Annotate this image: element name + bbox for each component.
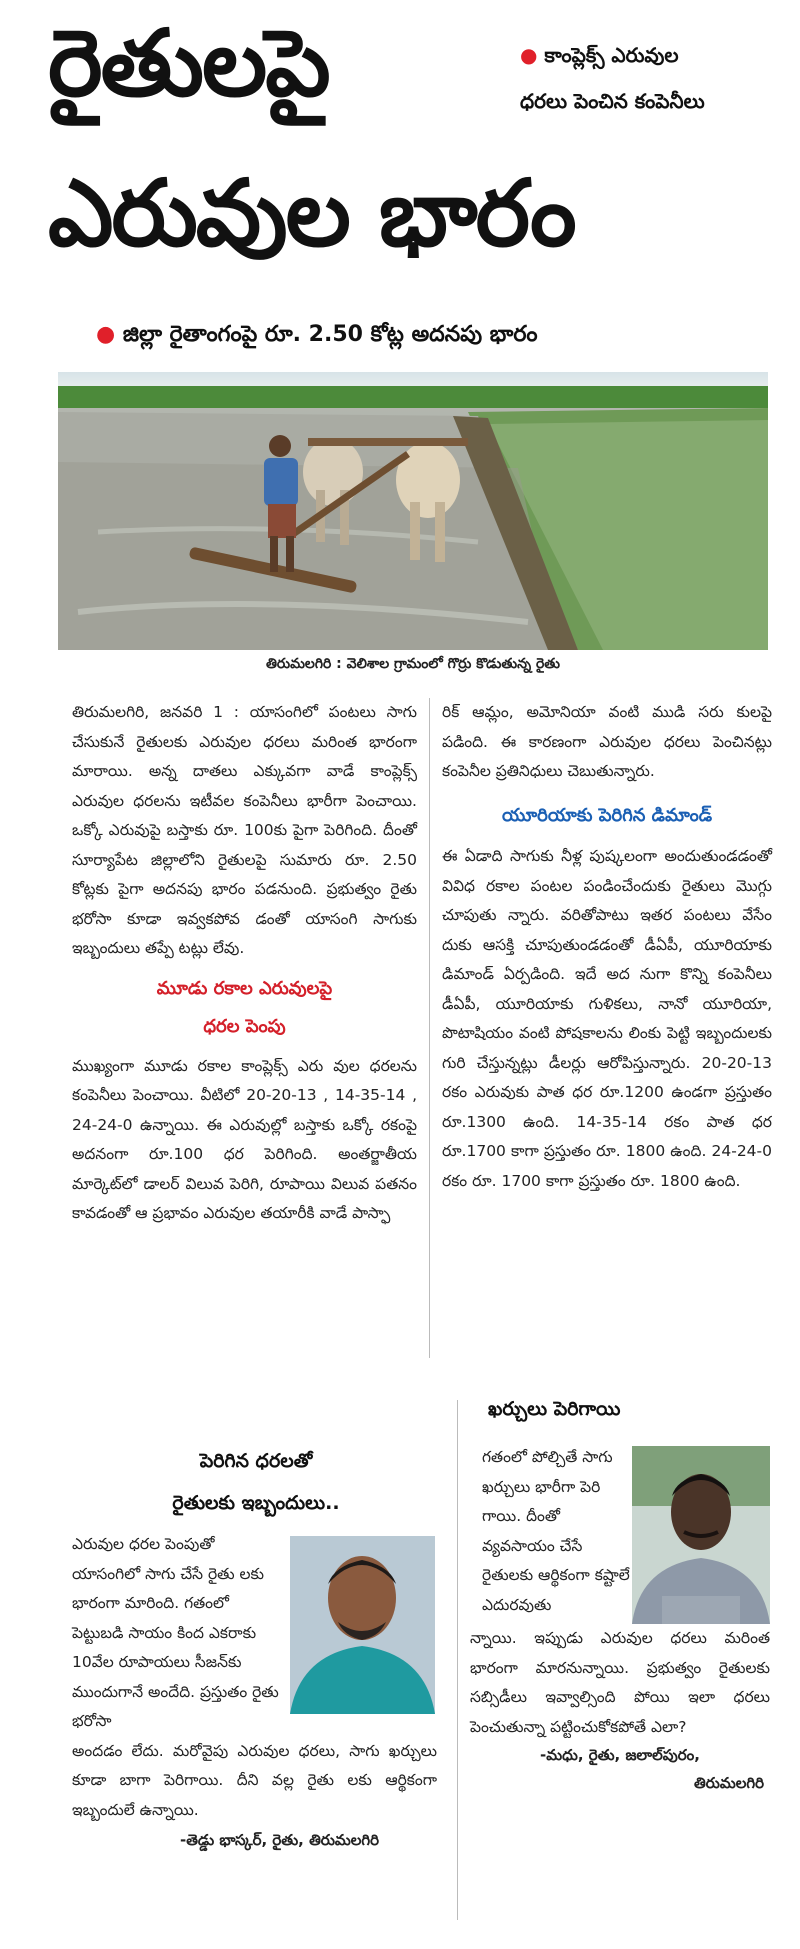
deck (520, 40, 790, 116)
photo-caption: తిరుమలగిరి : వెలిశాల గ్రామంలో గొర్రు కొడుతున్న రైతు (265, 656, 560, 672)
quote-box-right (470, 1398, 772, 1796)
quote-box-left (72, 1440, 440, 1853)
article-paragraph: ఈ ఏడాది సాగుకు నీళ్ల పుష్కలంగా అందుతుండడంతో వివిధ రకాల పంటల పండించేందుకు రైతులు మొగ్గు చూపుతు న్నారు. వరితోపాటు ఇతర పంటలు వేసేం దుకు ఆసక్తి చూపుతుండడంతో డీఏపీ, యూరియాకు డిమాండ్ ఏర్పడింది. ఇదే అద నుగా కొన్ని కంపెనీలు డీఏపీ, యూరియాకు గుళికలు, నానో యూరియా, పొటాషియం వంటి పోషకాలను లింకు పెట్టి ఇబ్బందులకు గురి చేస్తున్నట్లు డీలర్లు ఆరోపిస్తున్నారు. 20-20-13 రకం ఎరువుకు పాత ధర రూ.1200 ఉండగా ప్రస్తుతం రూ.1300 ఉంది. 14-35-14 రకం పాత ధర రూ.1700 కాగా ప్రస్తుతం రూ. 1800 ఉంది. 24-24-0 రకం రూ. 1700 కాగా ప్రస్తుతం రూ. 1800 ఉంది. (442, 847, 772, 1190)
headline-line-2: ఎరువుల భారం (48, 160, 575, 267)
quote-signature: -మధు, రైతు, జలాల్‌పురం, (540, 1746, 700, 1764)
subhead-urea-demand: యూరియాకు పెరిగిన డిమాండ్ (501, 804, 713, 826)
quote-divider (457, 1400, 458, 1920)
ploughing-photo-illustration (58, 372, 768, 650)
article-column-right (442, 698, 772, 1196)
quote-heading: రైతులకు ఇబ్బందులు.. (172, 1492, 340, 1514)
article-paragraph: ముఖ్యంగా మూడు రకాల కాంప్లెక్స్ ఎరు వుల ధరలను కంపెనీలు పెంచాయి. వీటిలో 20-20-13 , 14-35-14 , 24-24-0 ఉన్నాయి. ఈ ఎరువుల్లో బస్తాకు ఒక్కో రకంపై అదనంగా రూ.100 ధర పెరిగింది. అంతర్జాతీయ మార్కెట్‌లో డాలర్ విలువ పెరిగి, రూపాయి విలువ పతనం కావడంతో ఆ ప్రభావం ఎరువుల తయారీకి వాడే పాస్ఫా (72, 1056, 417, 1222)
farmer-portrait-madhu (632, 1446, 770, 1624)
person-portrait-icon (290, 1536, 435, 1714)
bullet-dot-icon: ● (96, 322, 123, 347)
quote-text: న్నాయి. ఇప్పుడు ఎరువుల ధరలు మరింత భారంగా మారనున్నాయి. ప్రభుత్వం రైతులకు సబ్సిడీలు ఇవ్వాల్సింది పోయి ఇలా ధరలు పెంచుతున్నా పట్టించుకోకపోతే ఎలా? (470, 1629, 770, 1736)
subhead-line: ధరల పెంపు (203, 1015, 286, 1037)
quote-signature: -తెడ్డు భాస్కర్, రైతు, తిరుమలగిరి (180, 1831, 380, 1849)
bullet-dot-icon: ● (520, 43, 545, 67)
article-column-left (72, 698, 417, 1229)
deck-line-2: ధరలు పెంచిన కంపెనీలు (520, 89, 705, 113)
article-paragraph: రిక్ ఆమ్లం, అమోనియా వంటి ముడి సరు కులపై పడింది. ఈ కారణంగా ఎరువుల ధరలు పెంచినట్లు కంపెనీల ప్రతినిధులు చెబుతున్నారు. (442, 703, 772, 780)
quote-heading: ఖర్చులు పెరిగాయి (488, 1398, 621, 1420)
lead-photo (58, 372, 768, 650)
subdeck-text: జిల్లా రైతాంగంపై రూ. 2.50 కోట్ల అదనపు భారం (122, 322, 538, 347)
subdeck (96, 322, 538, 352)
quote-text: ఎరువుల ధరల పెంపుతో యాసంగిలో సాగు చేసే రైతు లకు భారంగా మారింది. గతంలో పెట్టుబడి సాయం కింద ఎకరాకు 10వేల రూపాయలు సీజన్‌కు ముందుగానే అందేది. ప్రస్తుతం రైతు భరోసా (72, 1535, 279, 1730)
quote-heading: పెరిగిన ధరలతో (199, 1450, 313, 1472)
subhead-price-hike (72, 970, 417, 1046)
headline-line-1: రైతులపై (48, 10, 329, 117)
deck-line-1: కాంప్లెక్స్ ఎరువుల (544, 43, 679, 67)
subhead-line: మూడు రకాల ఎరువులపై (156, 977, 333, 999)
quote-signature: తిరుమలగిరి (694, 1774, 764, 1792)
column-divider (429, 698, 430, 1358)
quote-text: గతంలో పోల్చితే సాగు ఖర్చులు భారీగా పెరి గాయి. దీంతో వ్యవసాయం చేసే రైతులకు ఆర్థికంగా కష్టాలే ఎదురవుతు (482, 1448, 630, 1614)
person-portrait-icon (632, 1446, 770, 1624)
article-paragraph: తిరుమలగిరి, జనవరి 1 : యాసంగిలో పంటలు సాగు చేసుకునే రైతులకు ఎరువుల ధరలు మరింత భారంగా మారాయి. అన్న దాతలు ఎక్కువగా వాడే కాంప్లెక్స్ ఎరువుల ధరలను ఇటీవల కంపెనీలు భారీగా పెంచాయి. ఒక్కో ఎరువుపై బస్తాకు రూ. 100కు పైగా పెరిగింది. దీంతో సూర్యాపేట జిల్లాలోని రైతులపై సుమారు రూ. 2.50 కోట్లకు పైగా అదనపు భారం పడనుంది. ప్రభుత్వం రైతు భరోసా కూడా ఇవ్వకపోవ డంతో యాసంగి సాగుకు ఇబ్బందులు తప్పే టట్లు లేవు. (72, 703, 417, 957)
quote-text: అందడం లేదు. మరోవైపు ఎరువుల ధరలు, సాగు ఖర్చులు కూడా బాగా పెరిగాయి. దీని వల్ల రైతు లకు ఆర్థికంగా ఇబ్బందులే ఉన్నాయి. (72, 1741, 437, 1819)
farmer-portrait-bhaskar (290, 1536, 435, 1714)
